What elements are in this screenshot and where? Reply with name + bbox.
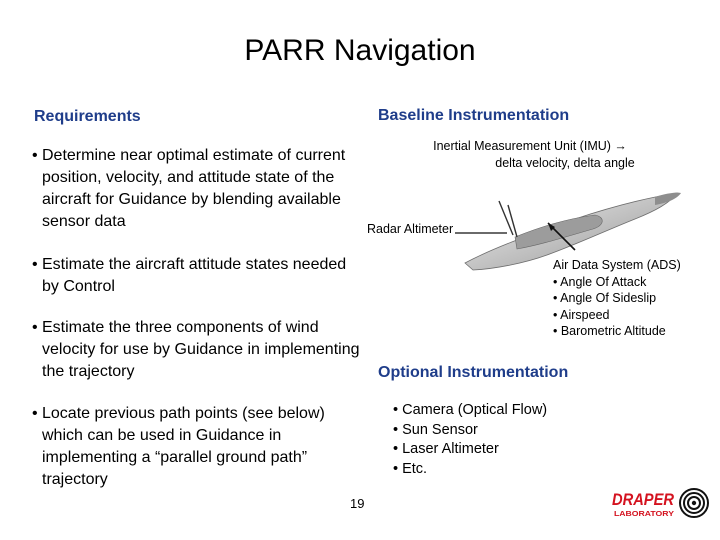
requirement-text: Locate previous path points (see below) which can be used in Guidance in implementing a “parallel ground path” trajectory [42, 405, 325, 488]
ads-title: Air Data System (ADS) [553, 258, 681, 272]
bullet-symbol: • [32, 319, 38, 336]
optional-item-laser-altimeter: • Laser Altimeter [393, 441, 499, 457]
imu-label [380, 138, 680, 171]
optional-list [393, 401, 603, 479]
radar-altimeter-label: Radar Altimeter [367, 222, 454, 236]
draper-logo-graphic [612, 486, 710, 520]
requirement-item-1 [32, 145, 352, 233]
optional-heading: Optional Instrumentation [378, 364, 569, 381]
page-number: 19 [350, 496, 365, 511]
requirement-text: Estimate the aircraft attitude states needed by Control [42, 256, 347, 295]
ads-item-angle-of-attack: • Angle Of Attack [553, 274, 647, 289]
svg-text:LABORATORY: LABORATORY [614, 511, 675, 518]
imu-label-line2: delta velocity, delta angle [495, 155, 635, 170]
ads-item-angle-of-sideslip: • Angle Of Sideslip [553, 291, 657, 305]
requirement-text: Determine near optimal estimate of current position, velocity, and attitude state of the aircraft for Guidance by blending available sensor data [42, 147, 346, 230]
draper-logo [612, 486, 710, 520]
requirements-heading: Requirements [34, 108, 141, 125]
bullet-symbol: • [32, 405, 38, 422]
ads-block [553, 257, 713, 340]
draper-swirl-icon [680, 489, 708, 517]
imu-label-line1: Inertial Measurement Unit (IMU) → [433, 139, 627, 153]
requirement-item-4 [32, 403, 367, 491]
baseline-heading: Baseline Instrumentation [378, 107, 570, 124]
optional-item-camera: • Camera (Optical Flow) [393, 402, 548, 418]
optional-item-sun-sensor: • Sun Sensor [393, 421, 478, 438]
bullet-symbol: • [32, 256, 38, 273]
requirement-item-3 [32, 317, 362, 383]
optional-item-etc: • Etc. [393, 460, 428, 477]
svg-text:DRAPER: DRAPER [612, 490, 675, 509]
requirement-item-2 [32, 254, 352, 298]
imu-pointer-2 [499, 201, 513, 235]
ads-list [553, 274, 713, 340]
requirement-text: Estimate the three components of wind velocity for use by Guidance in implementing the trajectory [42, 319, 360, 380]
nose-shape [655, 193, 681, 205]
slide-title: PARR Navigation [244, 34, 476, 67]
ads-item-barometric-altitude: • Barometric Altitude [553, 324, 666, 338]
ads-item-airspeed: • Airspeed [553, 307, 610, 322]
bullet-symbol: • [32, 147, 38, 164]
